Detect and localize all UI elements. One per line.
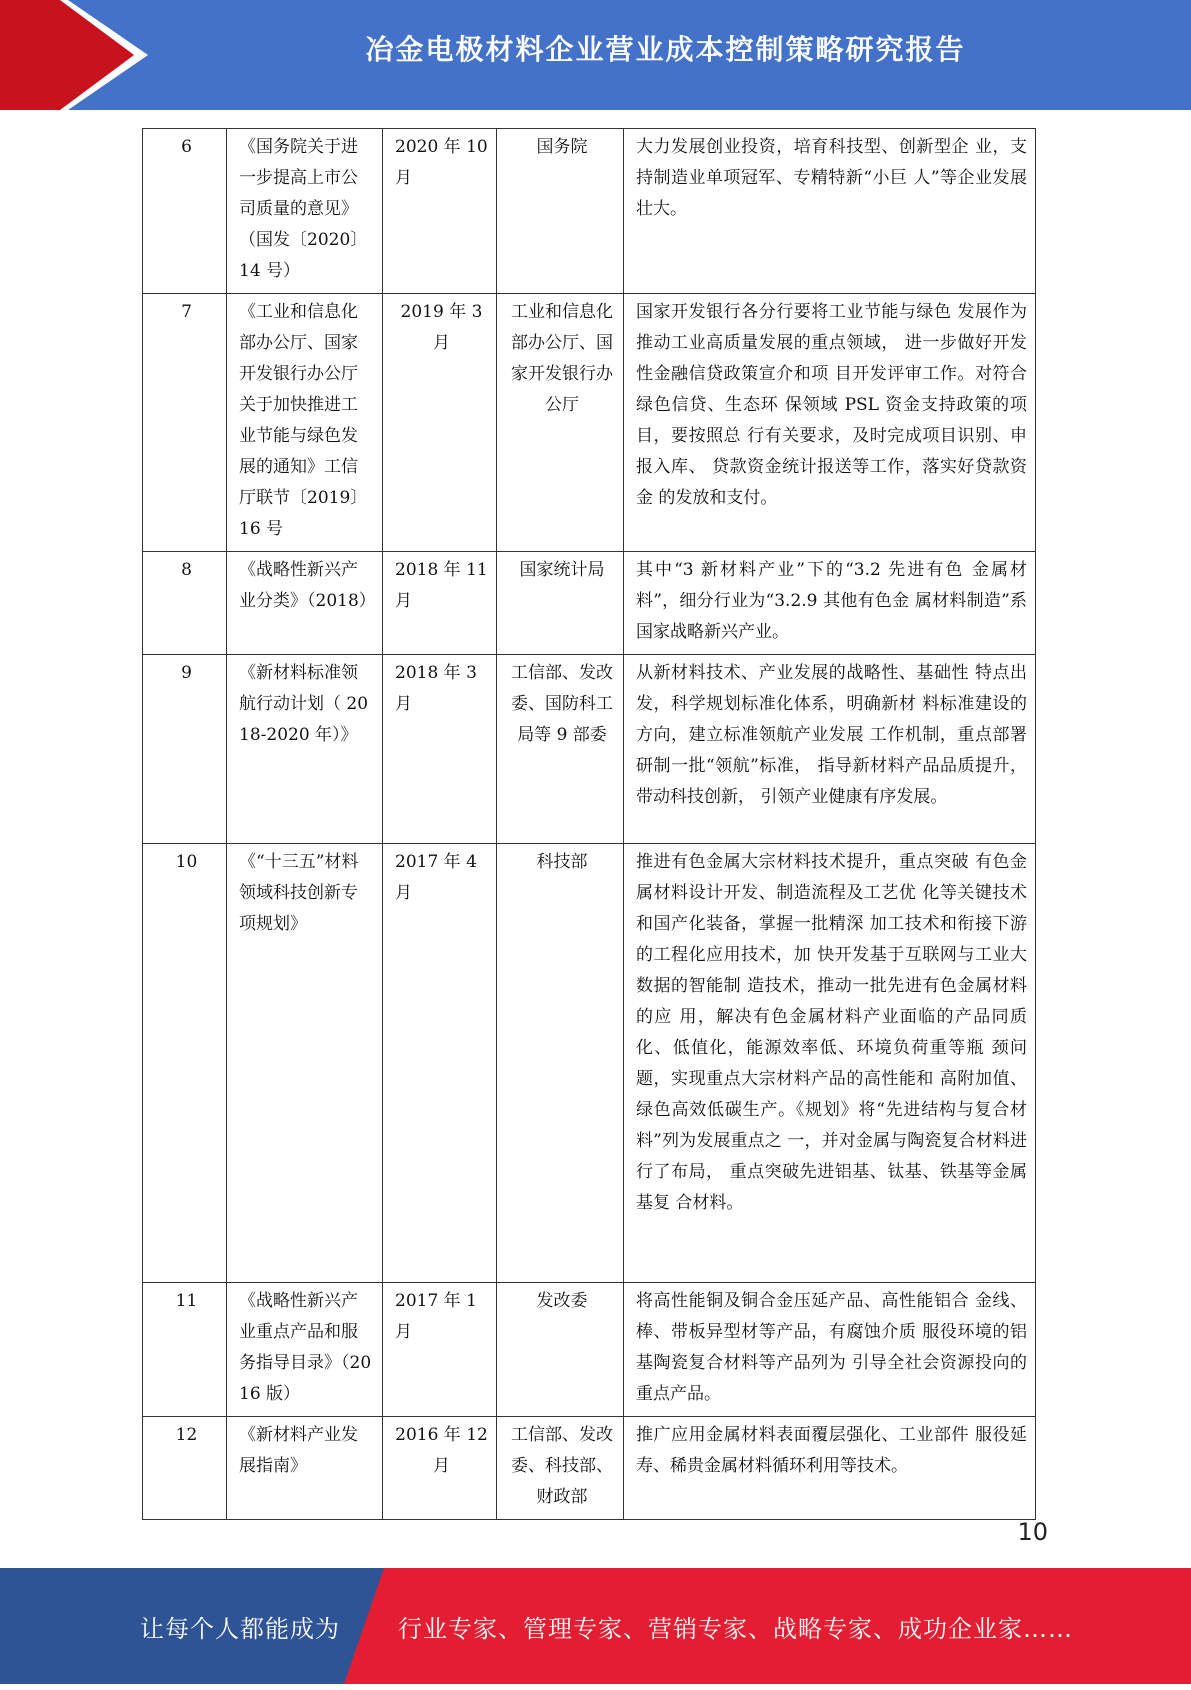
issue-date: 2019 年 3 月 — [383, 294, 497, 552]
row-number: 9 — [143, 655, 227, 844]
issue-date: 2017 年 4 月 — [383, 844, 497, 1283]
issuing-department: 工信部、发改委、科技部、财政部 — [497, 1417, 624, 1520]
issuing-department: 国家统计局 — [497, 552, 624, 655]
table-row — [143, 129, 1036, 294]
table-row — [143, 552, 1036, 655]
issue-date: 2018 年 11 月 — [383, 552, 497, 655]
policy-name: 《新材料标准领航行动计划（ 2018-2020 年）》 — [227, 655, 383, 844]
issuing-department: 科技部 — [497, 844, 624, 1283]
issue-date: 2016 年 12 月 — [383, 1417, 497, 1520]
issue-date: 2017 年 1 月 — [383, 1283, 497, 1417]
issuing-department: 国务院 — [497, 129, 624, 294]
policy-name: 《战略性新兴产业分类》（2018） — [227, 552, 383, 655]
table-row — [143, 655, 1036, 844]
table-row — [143, 1283, 1036, 1417]
row-number: 10 — [143, 844, 227, 1283]
footer-slogan-right: 行业专家、管理专家、营销专家、战略专家、成功企业家…… — [398, 1615, 1073, 1643]
policy-name: 《战略性新兴产业重点产品和服务指导目录》（2016 版） — [227, 1283, 383, 1417]
issuing-department: 工信部、发改委、国防科工局等 9 部委 — [497, 655, 624, 844]
policy-content: 推进有色金属大宗材料技术提升，重点突破 有色金属材料设计开发、制造流程及工艺优 化等关键技术和国产化装备，掌握一批精深 加工技术和衔接下游的工程化应用技术，加 快开发基于互联网与工业大数据的智能制 造技术，推动一批先进有色金属材料的应 用，解决有色金属材料产业面临的产品同质 化、低值化，能源效率低、环境负荷重等瓶 颈问题，实现重点大宗材料产品的高性能和 高附加值、绿色高效低碳生产。《规划》将“先进结构与复合材料”列为发展重点之 一，并对金属与陶瓷复合材料进行了布局， 重点突破先进铝基、钛基、铁基等金属基复 合材料。 — [624, 844, 1036, 1283]
policy-name: 《新材料产业发展指南》 — [227, 1417, 383, 1520]
policy-table — [142, 128, 1036, 1520]
policy-content: 将高性能铜及铜合金压延产品、高性能铝合 金线、棒、带板异型材等产品，有腐蚀介质 服役环境的铝基陶瓷复合材料等产品列为 引导全社会资源投向的重点产品。 — [624, 1283, 1036, 1417]
row-number: 7 — [143, 294, 227, 552]
row-number: 6 — [143, 129, 227, 294]
policy-content: 推广应用金属材料表面覆层强化、工业部件 服役延寿、稀贵金属材料循环利用等技术。 — [624, 1417, 1036, 1520]
page-footer — [0, 1568, 1191, 1684]
table-row — [143, 844, 1036, 1283]
footer-slogan-left: 让每个人都能成为 — [140, 1615, 340, 1643]
policy-name: 《“十三五”材料 领域科技创新专 项规划》 — [227, 844, 383, 1283]
policy-content: 其中“3 新材料产业”下的“3.2 先进有色 金属材料”，细分行业为“3.2.9 其他有色金 属材料制造”系国家战略新兴产业。 — [624, 552, 1036, 655]
policy-name: 《工业和信息化部办公厅、国家开发银行办公厅关于加快推进工业节能与绿色发展的通知》工信厅联节〔2019〕16 号 — [227, 294, 383, 552]
policy-content: 从新材料技术、产业发展的战略性、基础性 特点出发，科学规划标准化体系，明确新材 料标准建设的方向，建立标准领航产业发展 工作机制，重点部署研制一批“领航”标准， 指导新材料产品品质提升，带动科技创新， 引领产业健康有序发展。 — [624, 655, 1036, 844]
row-number: 11 — [143, 1283, 227, 1417]
policy-content: 大力发展创业投资，培育科技型、创新型企 业，支持制造业单项冠军、专精特新“小巨 人”等企业发展壮大。 — [624, 129, 1036, 294]
page-header — [0, 0, 1191, 110]
table-row — [143, 1417, 1036, 1520]
issuing-department: 工业和信息化部办公厅、国家开发银行办公厅 — [497, 294, 624, 552]
issuing-department: 发改委 — [497, 1283, 624, 1417]
row-number: 8 — [143, 552, 227, 655]
issue-date: 2020 年 10 月 — [383, 129, 497, 294]
report-title: 冶金电极材料企业营业成本控制策略研究报告 — [365, 33, 966, 66]
row-number: 12 — [143, 1417, 227, 1520]
page-number: 10 — [1017, 1518, 1048, 1546]
table-row — [143, 294, 1036, 552]
issue-date: 2018 年 3 月 — [383, 655, 497, 844]
policy-content: 国家开发银行各分行要将工业节能与绿色 发展作为推动工业高质量发展的重点领域， 进一步做好开发性金融信贷政策宣介和项 目开发评审工作。对符合绿色信贷、生态环 保领域 PSL 资金支持政策的项目，要按照总 行有关要求，及时完成项目识别、申报入库、 贷款资金统计报送等工作，落实好贷款资金 的发放和支付。 — [624, 294, 1036, 552]
policy-name: 《国务院关于进一步提高上市公司质量的意见》（国发〔2020〕14 号） — [227, 129, 383, 294]
